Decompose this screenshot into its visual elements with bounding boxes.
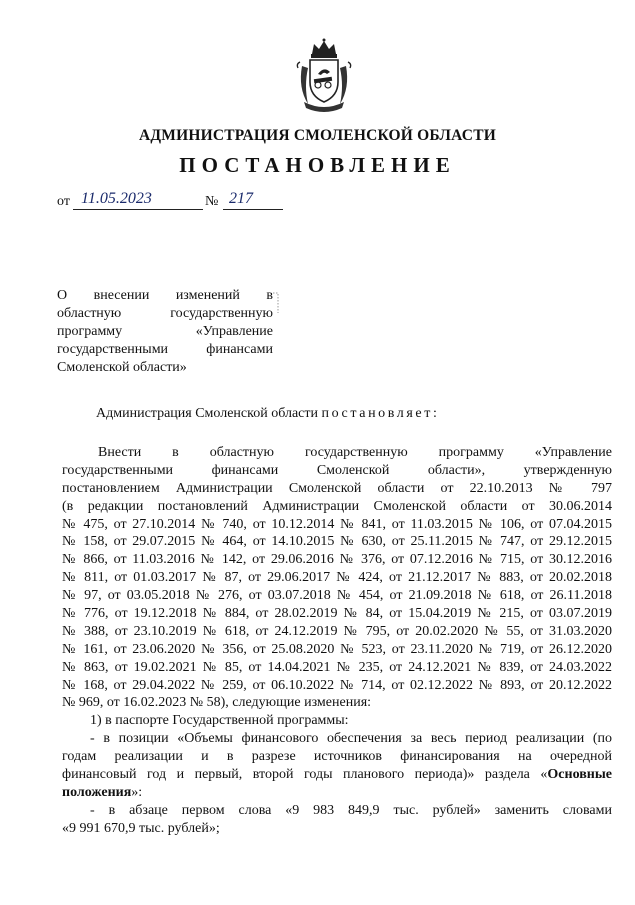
coat-of-arms-emblem: [294, 38, 354, 114]
body-line: Внести в областную государственную программу «Управление: [98, 445, 612, 460]
body-line: финансовый год и первый, второй годы планового периода)» раздела «Основные: [62, 767, 612, 783]
subject-line: программу «Управление: [57, 324, 273, 339]
body-line: № 969, от 16.02.2023 № 58), следующие изменения:: [62, 695, 372, 711]
organization-title: АДМИНИСТРАЦИЯ СМОЛЕНСКОЙ ОБЛАСТИ: [138, 127, 496, 144]
number-value: 217: [229, 190, 253, 207]
subject-line: Смоленской области»: [57, 360, 187, 375]
subject-corner-mark: [273, 292, 279, 314]
preamble-spaced-word: постановляет:: [321, 406, 440, 421]
body-line: - в позиции «Объемы финансового обеспечения за весь период реализации (по: [90, 731, 612, 747]
body-line: № 161, от 23.06.2020 № 356, от 25.08.2020 № 523, от 23.11.2020 № 719, от 26.12.2020: [62, 641, 612, 657]
body-line: годам реализации и в разрезе источников финансирования на очередной: [62, 749, 612, 765]
preamble: [96, 406, 439, 422]
subject-line: О внесении изменений в: [57, 288, 273, 303]
document-subject: [57, 287, 273, 377]
body-line: № 811, от 01.03.2017 № 87, от 29.06.2017 № 424, от 21.12.2017 № 883, от 20.02.2018: [62, 570, 612, 586]
body-line: государственными финансами Смоленской области», утвержденную: [62, 462, 612, 478]
body-line: № 776, от 19.12.2018 № 884, от 28.02.2019 № 84, от 15.04.2019 № 215, от 03.07.2019: [62, 606, 612, 622]
document-type-heading: ПОСТАНОВЛЕНИЕ: [179, 153, 456, 177]
body-line: 1) в паспорте Государственной программы:: [90, 713, 349, 729]
body-line: - в абзаце первом слова «9 983 849,9 тыс. рублей» заменить словами: [90, 802, 612, 818]
body-line: № 168, от 29.04.2022 № 259, от 06.10.2022 № 714, от 02.12.2022 № 893, от 20.12.2022: [62, 677, 612, 693]
subject-line: государственными финансами: [57, 342, 273, 357]
body-line: (в редакции постановлений Администрации Смоленской области от 30.06.2014: [62, 498, 612, 514]
body-line: № 475, от 27.10.2014 № 740, от 10.12.2014 № 841, от 11.03.2015 № 106, от 07.04.2015: [62, 516, 612, 532]
date-value: 11.05.2023: [81, 190, 152, 207]
body-line: № 863, от 19.02.2021 № 85, от 14.04.2021 № 235, от 24.12.2021 № 839, от 24.03.2022: [62, 659, 612, 675]
body-line: № 158, от 29.07.2015 № 464, от 14.10.2015 № 630, от 25.11.2015 № 747, от 29.12.2015: [62, 534, 612, 550]
document-body: [62, 444, 612, 838]
number-label: №: [205, 194, 219, 209]
body-line: положения»:: [62, 784, 143, 800]
date-underline: [73, 209, 203, 210]
body-line: «9 991 670,9 тыс. рублей»;: [62, 820, 220, 836]
body-line: № 866, от 11.03.2016 № 142, от 29.06.2016 № 376, от 07.12.2016 № 715, от 30.12.2016: [62, 552, 612, 568]
body-line: № 97, от 03.05.2018 № 276, от 03.07.2018 № 454, от 21.09.2018 № 618, от 26.11.2018: [62, 588, 612, 604]
from-label: от: [57, 194, 70, 209]
number-underline: [223, 209, 283, 210]
subject-line: областную государственную: [57, 306, 273, 321]
preamble-prefix: Администрация Смоленской области: [96, 406, 322, 421]
body-line: постановлением Администрации Смоленской области от 22.10.2013 № 797: [62, 480, 612, 496]
body-line: № 388, от 23.10.2019 № 618, от 24.12.2019 № 795, от 20.02.2020 № 55, от 31.03.2020: [62, 623, 612, 639]
